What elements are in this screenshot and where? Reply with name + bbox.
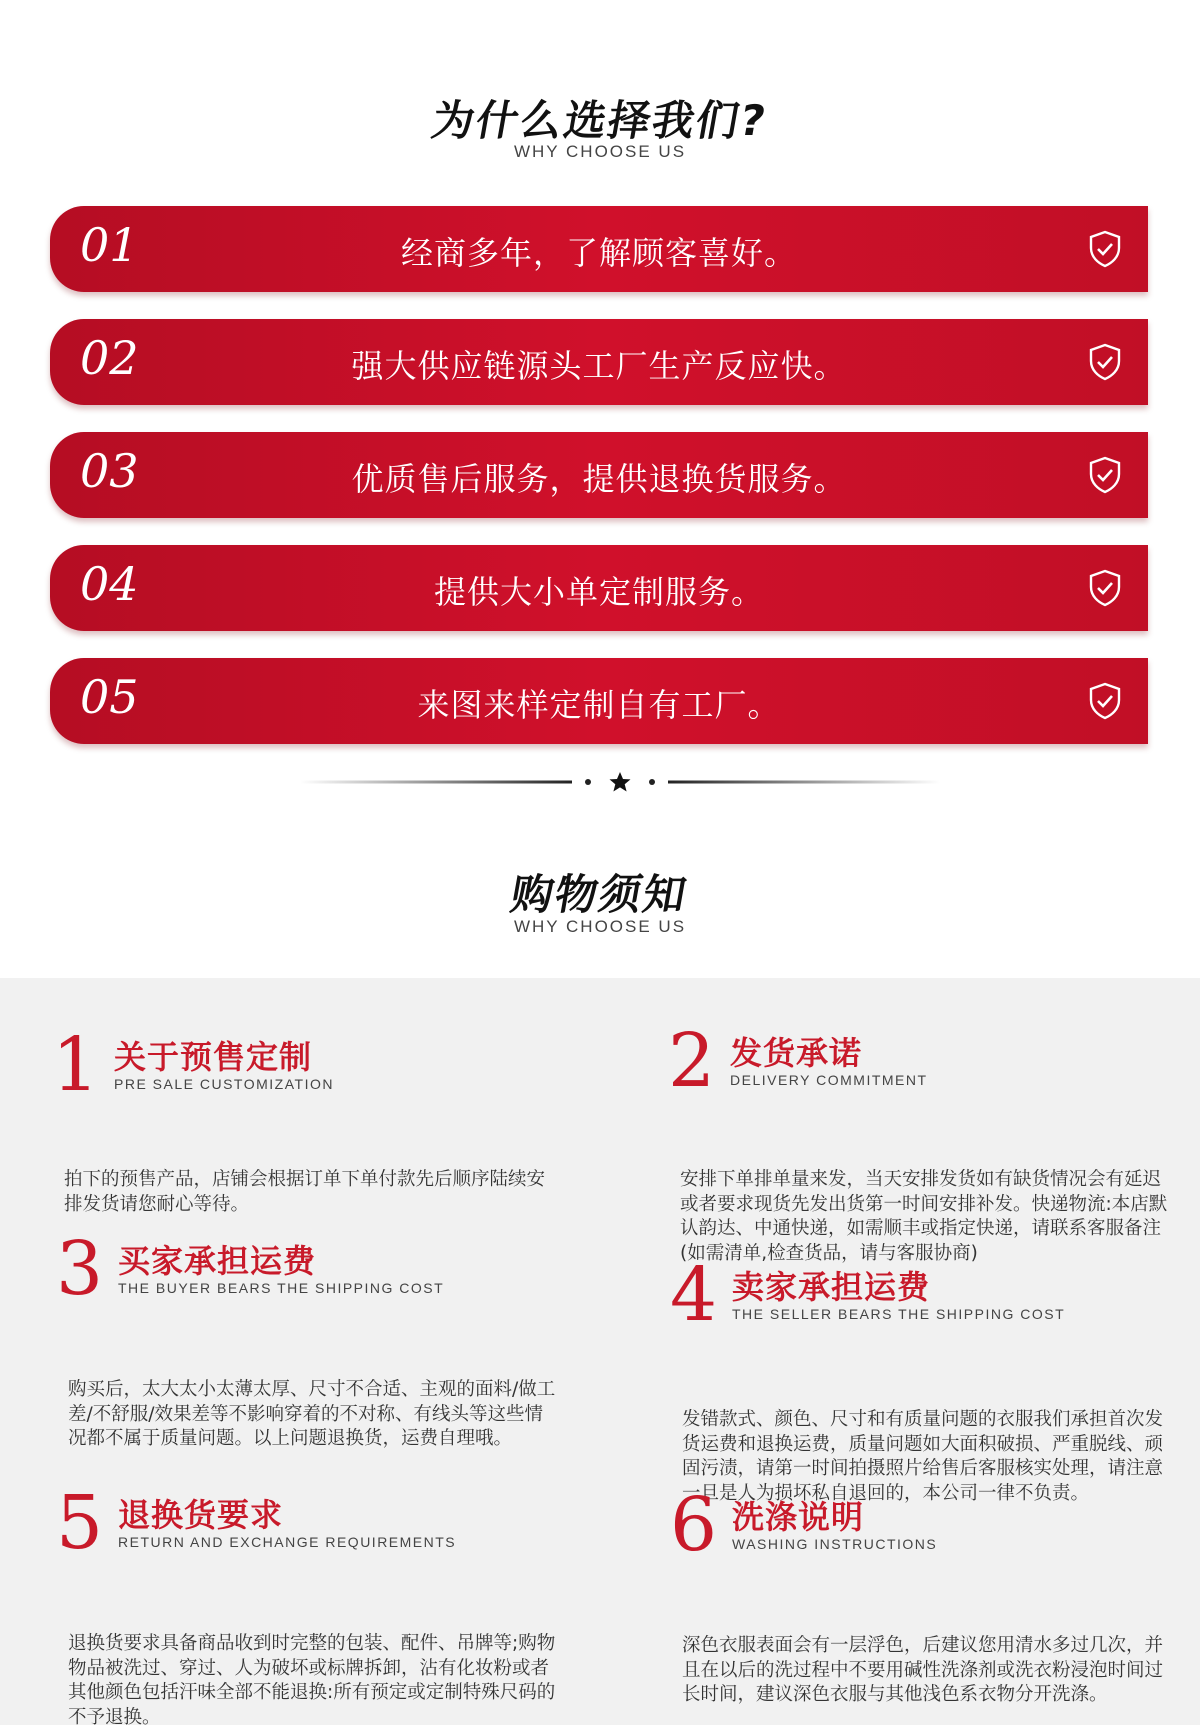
note-title: 买家承担运费: [118, 1242, 317, 1280]
note-number: 1: [52, 1022, 100, 1108]
note-buyer-shipping: [56, 1226, 556, 1452]
star-divider: [300, 770, 940, 794]
note-body: 发错款式、颜色、尺寸和有质量问题的衣服我们承担首次发货运费和退换运费，质量问题如大面积破损、严重脱线、顽固污渍，请第一时间拍摄照片给售后客服核实处理，请注意一旦是人为损坏私自退回的，本公司一律不负责。: [682, 1409, 1164, 1504]
feature-number: 05: [80, 670, 139, 724]
note-title: 发货承诺: [730, 1034, 863, 1072]
feature-text: 提供大小单定制服务。: [433, 573, 764, 611]
note-subtitle: PRE SALE CUSTOMIZATION: [114, 1076, 334, 1092]
note-body: 拍下的预售产品，店铺会根据订单下单付款先后顺序陆续安排发货请您耐心等待。: [64, 1169, 546, 1215]
feature-band-02: [50, 319, 1148, 405]
note-presale: [52, 1022, 552, 1215]
shield-check-icon: [1088, 682, 1122, 720]
why-choose-subtitle: WHY CHOOSE US: [513, 142, 687, 161]
note-body: 购买后，太大太小太薄太厚、尺寸不合适、主观的面料/做工差/不舒服/效果差等不影响穿着的不对称、有线头等这些情况都不属于质量问题。以上问题退换货，运费自理哦。: [68, 1379, 556, 1449]
note-number: 2: [668, 1018, 716, 1104]
shopping-notice-subtitle: WHY CHOOSE US: [513, 917, 687, 936]
feature-text: 强大供应链源头工厂生产反应快。: [351, 347, 847, 385]
note-seller-shipping: [670, 1252, 1170, 1504]
feature-text: 优质售后服务，提供退换货服务。: [351, 460, 847, 498]
feature-number: 01: [80, 218, 139, 272]
note-subtitle: DELIVERY COMMITMENT: [730, 1072, 928, 1088]
feature-text: 经商多年，了解顾客喜好。: [400, 234, 797, 272]
feature-number: 03: [80, 444, 139, 498]
note-subtitle: WASHING INSTRUCTIONS: [732, 1536, 938, 1552]
notes-panel: [0, 978, 1200, 1728]
shield-check-icon: [1088, 569, 1122, 607]
note-title: 退换货要求: [118, 1496, 284, 1534]
star-icon: [610, 772, 631, 792]
shopping-notice-title: 购物须知: [507, 870, 692, 919]
shield-check-icon: [1088, 230, 1122, 268]
note-number: 6: [670, 1482, 718, 1568]
note-body: 安排下单排单量来发，当天安排发货如有缺货情况会有延迟或者要求现货先发出货第一时间安排补发。快递物流:本店默认韵达、中通快递，如需顺丰或指定快递，请联系客服备注(如需清单,检查货品，请与客服协商): [680, 1169, 1168, 1264]
feature-number: 04: [80, 557, 139, 611]
note-number: 4: [670, 1252, 718, 1338]
shield-check-icon: [1088, 343, 1122, 381]
note-subtitle: RETURN AND EXCHANGE REQUIREMENTS: [118, 1534, 457, 1550]
note-body: 深色衣服表面会有一层浮色，后建议您用清水多过几次，并且在以后的洗过程中不要用碱性洗涤剂或洗衣粉浸泡时间过长时间，建议深色衣服与其他浅色系衣物分开洗涤。: [682, 1635, 1164, 1705]
note-return-exchange: [56, 1480, 556, 1728]
feature-band-03: [50, 432, 1148, 518]
note-title: 洗涤说明: [732, 1498, 865, 1536]
note-title: 关于预售定制: [114, 1038, 313, 1076]
shield-check-icon: [1088, 456, 1122, 494]
feature-number: 02: [80, 331, 139, 385]
feature-band-04: [50, 545, 1148, 631]
note-body: 退换货要求具备商品收到时完整的包装、配件、吊牌等;购物物品被洗过、穿过、人为破坏或标牌拆卸，沾有化妆粉或者其他颜色包括汗味全部不能退换:所有预定或定制特殊尺码的不予退换。: [68, 1633, 556, 1728]
note-number: 5: [56, 1480, 104, 1566]
feature-band-01: [50, 206, 1148, 292]
note-delivery: [668, 1018, 1168, 1264]
note-number: 3: [56, 1226, 104, 1312]
note-subtitle: THE BUYER BEARS THE SHIPPING COST: [118, 1280, 445, 1296]
feature-band-05: [50, 658, 1148, 744]
note-washing: [670, 1482, 1170, 1708]
feature-text: 来图来样定制自有工厂。: [417, 686, 781, 724]
why-choose-title: 为什么选择我们?: [428, 96, 772, 145]
note-subtitle: THE SELLER BEARS THE SHIPPING COST: [732, 1306, 1066, 1322]
note-title: 卖家承担运费: [732, 1268, 931, 1306]
